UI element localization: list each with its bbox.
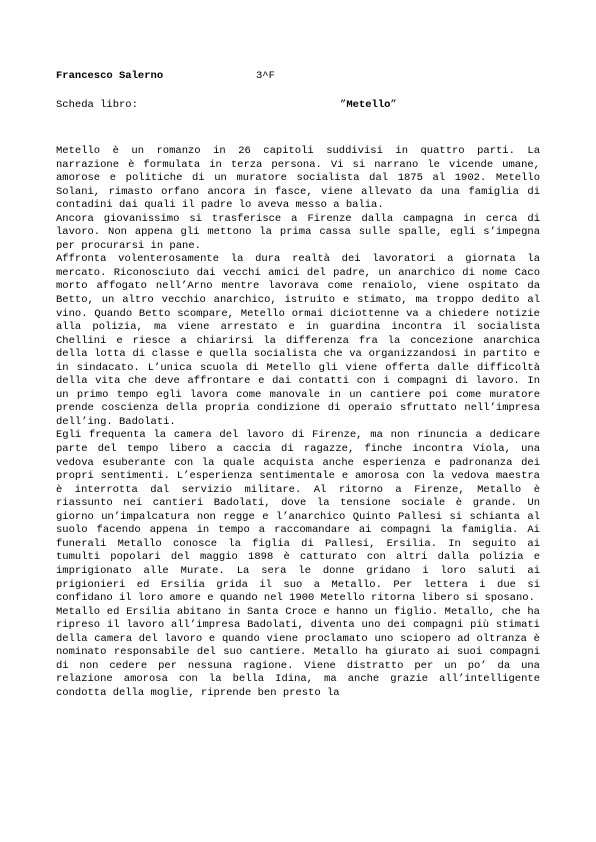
book-title-open-quote: ” <box>340 99 347 111</box>
scheda-label: Scheda libro: <box>56 99 138 111</box>
paragraph: Ancora giovanissimo si trasferisce a Firenze dalla campagna in cerca di lavoro. Non appena gli mettono la prima cassa sulle spalle, egli s’impegna per procurarsi in pane. <box>56 212 540 252</box>
book-title-close-quote: ” <box>390 99 397 111</box>
book-row <box>56 97 540 113</box>
paragraph: Egli frequenta la camera del lavoro di Firenze, ma non rinuncia a dedicare parte del tempo libero a caccia di ragazze, finche incontra Viola, una vedova esuberante con la quale acquista anche esperienza e padronanza dei propri sentimenti. L’esperienza sentimentale e amorosa con la vedova maestra è interrotta dal servizio militare. Al ritorno a Firenze, Metallo è riassunto nei cantieri Badolati, dove la tensione sociale è grande. Un giorno un’impalcatura non regge e l’anarchico Quinto Pallesi si schianta al suolo facendo appena in tempo a raccomandare ai compagni la famiglia. Ai funerali Metallo conosce la figlia di Pallesi, Ersilia. In seguito ai tumulti popolari del maggio 1898 è catturato con altri dalla polizia e imprigionato alle Murate. La sera le donne gridano i loro saluti ai prigionieri ed Ersilia grida il suo a Metallo. Per lettera i due si confidano il loro amore e quando nel 1900 Metello ritorna libero si sposano. <box>56 429 540 605</box>
book-title-text: Metello <box>346 99 391 111</box>
class-label: 3^F <box>256 70 275 82</box>
body-text <box>56 145 540 700</box>
document-page <box>56 68 540 700</box>
header-row <box>56 68 540 84</box>
book-title <box>340 97 397 113</box>
paragraph: Metallo ed Ersilia abitano in Santa Croce e hanno un figlio. Metallo, che ha ripreso il lavoro all’impresa Badolati, diventa uno dei compagni più stimati della camera del lavoro e quando viene proclamato uno sciopero ad oltranza è nominato responsabile del suo cantiere. Metallo ha giurato ai suoi compagni di non cedere per nessuna ragione. Viene distratto per un po’ da una relazione amorosa con la bella Idina, ma anche grazie all’intelligente condotta della moglie, riprende ben presto la <box>56 605 540 699</box>
paragraph: Metello è un romanzo in 26 capitoli suddivisi in quattro parti. La narrazione è formulata in terza persona. Vi si narrano le vicende umane, amorose e politiche di un muratore socialista dal 1875 al 1902. Metello Solani, rimasto orfano ancora in fasce, viene allevato da una famiglia di contadini dai quali il padre lo aveva messo a balia. <box>56 145 540 212</box>
paragraph: Affronta volenterosamente la dura realtà dei lavoratori a giornata la mercato. Riconosciuto dai vecchi amici del padre, un anarchico di nome Caco morto affogato nell’Arno mentre lavorava come renaiolo, viene ospitato da Betto, un altro vecchio anarchico, istruito e stimato, ma troppo dedito al vino. Quando Betto scompare, Metello ormai diciottenne va a chiedere notizie alla polizia, ma viene arrestato e in guardina incontra il socialista Chellini e riesce a chiarirsi la differenza fra la concezione anarchica della lotta di classe e quella socialista che va organizzandosi in partito e in sindacato. L’unica scuola di Metello gli viene offerta dalle difficoltà della vita che deve affrontare e dai contatti con i compagni di lavoro. In un primo tempo egli lavora come manovale in un cantiere poi come muratore prende coscienza della propria condizione di operaio sfruttato nell’impresa dell’ing. Badolati. <box>56 253 540 428</box>
author-name: Francesco Salerno <box>56 70 164 82</box>
